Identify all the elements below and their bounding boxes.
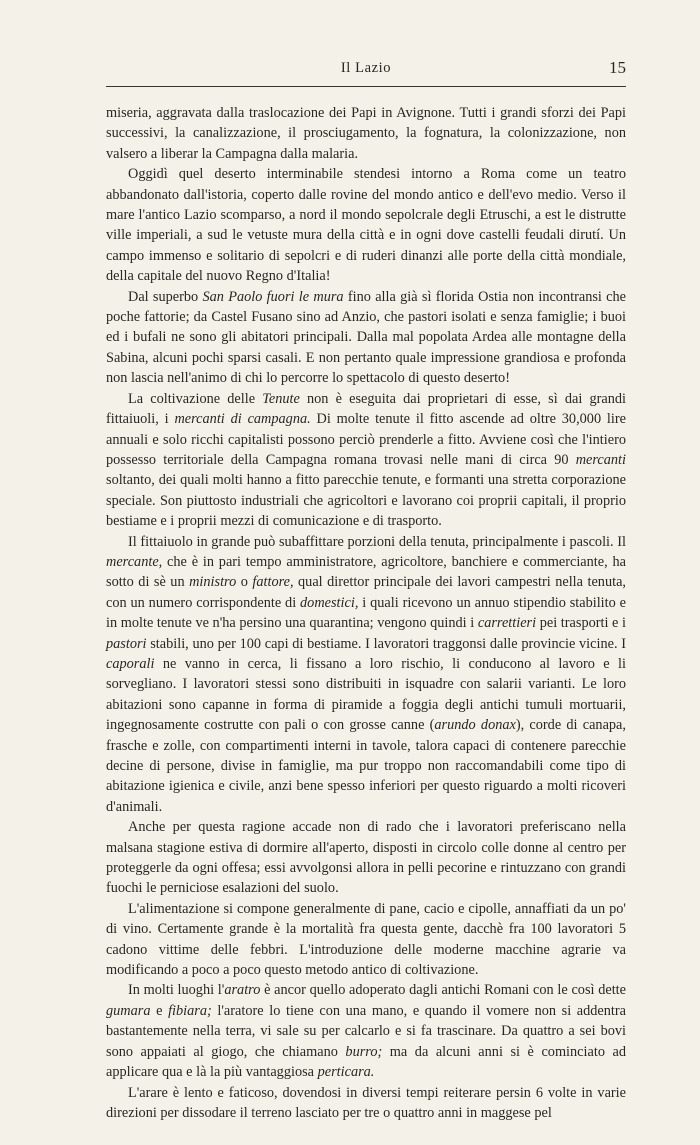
italic-term: domestici, (300, 594, 359, 611)
paragraph (106, 1083, 626, 1124)
text-run: è ancor quello adoperato dagli antichi Romani con le così dette (260, 982, 626, 999)
italic-term: carrettieri (477, 615, 537, 632)
italic-term: San Paolo fuori le mura (202, 288, 344, 305)
text-run: stabili, uno per 100 capi di bestiame. I lavoratori traggonsi dalle provincie vicine. I (146, 635, 626, 652)
text-run: L'arare è lento e faticoso, dovendosi in diversi tempi reiterare persin 6 volte in varie direzioni per dissodare il terreno lasciato per tre o quattro anni in maggese pel (106, 1084, 626, 1121)
text-run: i quali ricevono un annuo stipendio stabilito e in molte tenute ve n'ha persino una quarantina; vengono quindi i (106, 594, 626, 632)
running-title: Il Lazio (340, 60, 392, 76)
text-run: qual direttor principale dei lavori campestri nella tenuta, con un numero corrispondente di (106, 574, 626, 611)
body-text (106, 103, 626, 1123)
italic-term: mercante, (106, 553, 163, 570)
text-run: Di molte tenute il fitto ascende ad oltre 30,000 lire annuali e solo ricchi capitalisti possono perciò prenderle a fitto. Avviene così che l'intiero possesso territoriale della Campagna romana trovasi nelle mani di circa 90 (106, 411, 626, 468)
italic-term: Tenute (262, 390, 300, 407)
paragraph (106, 817, 626, 899)
book-page (106, 56, 626, 1123)
text-run: fino alla già sì florida Ostia non incontransi che poche fattorie; da Castel Fusano sino ad Anzio, che pastori isolati e senza famiglie; i buoi ed i bufali ne sono gli abitatori principali. Dalla mal popolata Ardea alle montagne della Sabina, alcuni pochi sparsi casali. E non pertanto quale impressione grandiosa e profonda non lascia nell'animo di chi lo percorre lo spettacolo di questo deserto! (106, 288, 627, 387)
text-run: e (150, 1002, 169, 1019)
italic-term: aratro (224, 982, 261, 999)
text-run: Dal superbo (128, 288, 203, 305)
text-run: che è in pari tempo amministratore, agricoltore, banchiere e commerciante, ha sotto di sè un (106, 553, 626, 591)
text-run: soltanto, dei quali molti hanno a fitto parecchie tenute, e formanti una stretta corporazione speciale. Son piuttosto industriali che agricoltori e lavorano coi proprii capitali, il proprio bestiame e i proprii mezzi di comunicazione e di trasporto. (106, 472, 626, 530)
text-run: pei trasporti e i (536, 615, 626, 632)
italic-term: fibiara; (168, 1002, 212, 1019)
text-run: l'aratore lo tiene con una mano, e quando il vomere non si addentra bastantemente nella terra, vi sale su per calcarlo e si fa trascinare. Da quattro a sei bovi sono appaiati al giogo, che chiamano (106, 1002, 626, 1060)
italic-term: caporali (106, 655, 155, 672)
italic-term: ministro (189, 574, 237, 591)
text-run: In molti luoghi l' (128, 982, 225, 999)
italic-term: mercanti di campagna. (174, 411, 311, 428)
italic-term: gumara (106, 1002, 151, 1019)
paragraph (106, 103, 626, 164)
italic-term: perticara. (317, 1064, 375, 1081)
text-run: miseria, aggravata dalla traslocazione dei Papi in Avignone. Tutti i grandi sforzi dei Papi successivi, la canalizzazione, il prosciugamento, la fognatura, la colonizzazione, non valsero a liberar la Campagna dalla malaria. (106, 105, 626, 162)
italic-term: pastori (106, 635, 147, 652)
italic-term: burro; (345, 1043, 383, 1060)
italic-term: fattore, (252, 574, 294, 591)
text-run: ma da alcuni anni si è cominciato ad applicare qua e là la più vantaggiosa (106, 1043, 627, 1081)
italic-term: mercanti (575, 451, 626, 468)
text-run: Il fittaiuolo in grande può subaffittare porzioni della tenuta, principalmente i pascoli. Il (128, 533, 626, 550)
text-run: Anche per questa ragione accade non di rado che i lavoratori preferiscano nella malsana stagione estiva di dormire all'aperto, disposti in circolo colle donne al centro per proteggerle da ogni offesa; essi avvolgonsi allora in pelli pecorine e rintuzzano con grandi fuochi le perniciose esalazioni del suolo. (106, 819, 626, 897)
italic-term: arundo donax (434, 717, 516, 734)
paragraph (106, 164, 626, 286)
paragraph (106, 389, 626, 532)
text-run: L'alimentazione si compone generalmente di pane, cacio e cipolle, annaffiati da un po' di vino. Certamente grande è la mortalità fra questa gente, dacchè fra 100 lavoratori 5 cadono vittime delle febbri. L'introduzione delle moderne macchine agrarie va modificando a poco a poco questo metodo antico di coltivazione. (106, 900, 626, 979)
paragraph (106, 980, 626, 1082)
paragraph (106, 287, 626, 389)
page-number: 15 (609, 58, 626, 77)
text-run: o (236, 574, 253, 591)
paragraph (106, 899, 626, 981)
text-run: La coltivazione delle (128, 390, 263, 407)
text-run: ne vanno in cerca, li fissano a loro rischio, li conducono al lavoro e li sorvegliano. I lavoratori stessi sono distribuiti in isquadre con salarii varianti. Le loro abitazioni sono capanne in forma di piramide a foggia degli antichi tumuli mortuarii, ingegnosamente costrutte con pali o con grosse canne ( (106, 655, 626, 734)
text-run: non è eseguita dai proprietari di esse, sì dai grandi fittaiuoli, i (106, 390, 626, 428)
text-run: ), corde di canapa, frasche e zolle, con compartimenti interni in tavole, talora capaci di contenere parecchie decine di persone, divise in famiglie, ma pur troppo non raccomandabili come tipo di abitazione igienica e civile, anzi bene spesso inferiori per questo riguardo a molti ricoveri d'animali. (106, 717, 626, 815)
page-header (106, 56, 626, 87)
text-run: Oggidì quel deserto interminabile stendesi intorno a Roma come un teatro abbandonato dall'istoria, coperto dalle rovine del mondo antico e dell'evo medio. Verso il mare l'antico Lazio scomparso, a nord il mondo sepolcrale degli Etruschi, a est le distrutte ville imperiali, a sud le vetuste mura della città e in ogni dove castelli feudali dirutí. Un campo immenso e solitario di sepolcri e di ruderi dinanzi alle porte della città mondiale, della capitale del nuovo Regno d'Italia! (106, 166, 626, 285)
paragraph (106, 532, 626, 818)
